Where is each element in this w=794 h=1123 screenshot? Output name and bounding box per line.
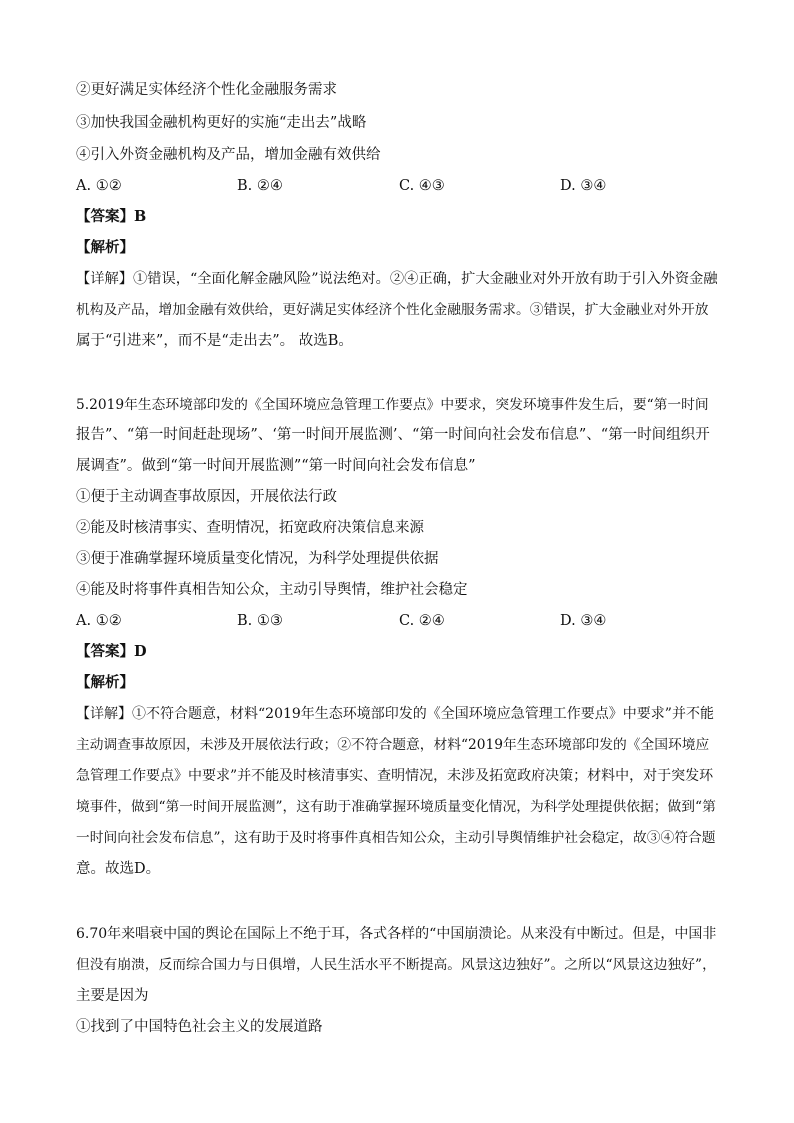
q5-option-b: B. ①③ <box>237 613 283 629</box>
q5-option-d: D. ③④ <box>560 613 607 629</box>
q5-stem-line-3: 展调查”。做到“第一时间开展监测”“第一时间向社会发布信息” <box>76 458 476 474</box>
q5-item-3: ③便于准确掌握环境质量变化情况，为科学处理提供依据 <box>76 551 439 567</box>
q5-detail-line-4: 境事件，做到“第一时间开展监测”，这有助于准确掌握环境质量变化情况，为科学处理提供依据；做到“第 <box>76 799 716 815</box>
q5-detail-line-6: 意。故选D。 <box>76 861 161 877</box>
q4-option-a: A. ①② <box>76 178 122 194</box>
q4-analysis-label: 【解析】 <box>76 239 134 256</box>
q5-detail-line-2: 主动调查事故原因，未涉及开展依法行政；②不符合题意，材料“2019年生态环境部印发的《全国环境应 <box>76 737 710 753</box>
q5-stem-line-2: 报告”、“第一时间赶赴现场”、‘第一时间开展监测’、“第一时间向社会发布信息”、“第一时间组织开 <box>76 427 710 443</box>
q5-option-c: C. ②④ <box>399 613 445 629</box>
q4-detail-line-1: 【详解】①错误，“全面化解金融风险”说法绝对。②④正确，扩大金融业对外开放有助于引入外资金融 <box>76 271 718 287</box>
q4-option-b: B. ②④ <box>237 178 283 194</box>
q5-options <box>76 611 718 631</box>
q6-stem-line-1: 6.70年来唱衰中国的舆论在国际上不绝于耳，各式各样的“中国崩溃论。从来没有中断过。但是，中国非 <box>76 926 717 942</box>
q5-option-a: A. ①② <box>76 613 122 629</box>
q5-detail-line-3: 急管理工作要点》中要求”并不能及时核清事实、查明情况，未涉及拓宽政府决策；材料中，对于突发环 <box>76 768 714 784</box>
q5-item-1: ①便于主动调查事故原因，开展依法行政 <box>76 489 337 505</box>
q4-options <box>76 176 718 196</box>
q4-option-c: C. ④③ <box>399 178 445 194</box>
q5-answer: 【答案】D <box>76 643 147 660</box>
q5-item-2: ②能及时核清事实、查明情况，拓宽政府决策信息来源 <box>76 520 424 536</box>
q4-detail-line-3: 属于“引进来”，而不是“走出去”。 故选B。 <box>76 333 353 349</box>
q4-option-d: D. ③④ <box>560 178 607 194</box>
q6-stem-line-2: 但没有崩溃，反而综合国力与日俱增，人民生活水平不断提高。风景这边独好”。之所以“风景这边独好”， <box>76 957 716 973</box>
q5-item-4: ④能及时将事件真相告知公众，主动引导舆情，维护社会稳定 <box>76 582 468 598</box>
q6-item-1: ①找到了中国特色社会主义的发展道路 <box>76 1019 323 1035</box>
q4-item-2: ②更好满足实体经济个性化金融服务需求 <box>76 82 337 98</box>
q5-detail-line-5: 一时间向社会发布信息”，这有助于及时将事件真相告知公众，主动引导舆情维护社会稳定，故③④符合题 <box>76 830 716 846</box>
q5-stem-line-1: 5.2019年生态环境部印发的《全国环境应急管理工作要点》中要求，突发环境事件发生后，要“第一时间 <box>76 397 709 413</box>
q5-analysis-label: 【解析】 <box>76 674 134 691</box>
q4-detail-line-2: 机构及产品，增加金融有效供给，更好满足实体经济个性化金融服务需求。③错误，扩大金融业对外开放 <box>76 302 709 318</box>
q4-item-3: ③加快我国金融机构更好的实施“走出去”战略 <box>76 115 367 131</box>
q5-detail-line-1: 【详解】①不符合题意，材料“2019年生态环境部印发的《全国环境应急管理工作要点》中要求”并不能 <box>76 706 714 722</box>
q6-stem-line-3: 主要是因为 <box>76 988 149 1004</box>
q4-answer: 【答案】B <box>76 208 147 225</box>
q4-item-4: ④引入外资金融机构及产品，增加金融有效供给 <box>76 147 381 163</box>
